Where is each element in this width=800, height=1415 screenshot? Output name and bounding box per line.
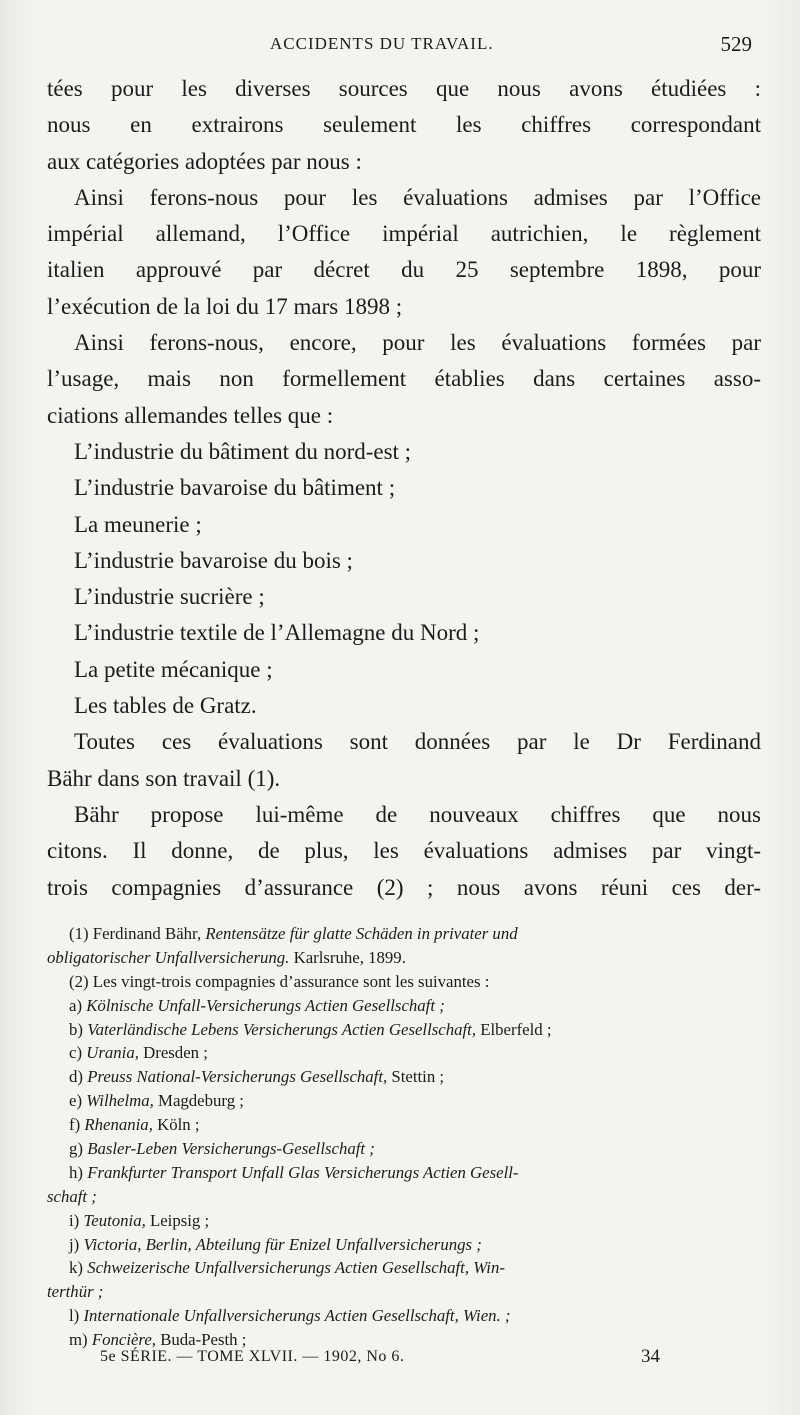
company-name: Teutonia,: [83, 1210, 146, 1230]
footnote-1-title-cont: obligatorischer Unfallversicherung.: [47, 947, 290, 967]
company-item: [47, 994, 761, 1018]
footnote-1-title: Rentensätze für glatte Schäden in privater und: [205, 924, 518, 943]
company-label: h): [69, 1162, 88, 1182]
company-name: Urania,: [86, 1043, 139, 1063]
company-label: d): [69, 1067, 88, 1087]
footnote-2-intro: (2) Les vingt-trois compagnies d’assurance sont les suivantes :: [69, 971, 490, 991]
list-item: La petite mécanique ;: [74, 656, 273, 682]
company-label: i): [69, 1210, 84, 1230]
list-item: L’industrie bavaroise du bois ;: [74, 547, 353, 573]
list-item: L’industrie textile de l’Allemagne du Nord ;: [74, 620, 480, 646]
company-label: b): [69, 1019, 88, 1039]
company-item: [47, 1161, 761, 1185]
body-line: trois compagnies d’assurance (2) ; nous avons réuni ces der-: [47, 874, 761, 900]
company-name: Schweizerische Unfallversicherungs Actien Gesellschaft, Win-: [87, 1258, 505, 1278]
body-line: ciations allemandes telles que :: [47, 402, 334, 428]
company-name: Wilhelma,: [86, 1091, 154, 1111]
company-name: Frankfurter Transport Unfall Glas Versicherungs Actien Gesell-: [87, 1162, 519, 1182]
company-item: [47, 1018, 761, 1042]
company-item: [47, 1089, 761, 1113]
body-line: Toutes ces évaluations sont données par le Dr Ferdinand: [74, 729, 761, 755]
company-label: f): [69, 1115, 85, 1135]
running-title: ACCIDENTS DU TRAVAIL.: [270, 34, 494, 53]
body-line: Ainsi ferons-nous pour les évaluations admises par l’Office: [74, 184, 761, 210]
company-item: [47, 1065, 761, 1089]
running-header: [48, 34, 752, 64]
series-info: 5e SÉRIE. — TOME XLVII. — 1902, No 6.: [100, 1348, 405, 1365]
footnotes: [47, 922, 761, 1352]
company-name: Victoria, Berlin, Abteilung für Enizel Unfallversicherungs ;: [83, 1234, 482, 1254]
company-name: Internationale Unfallversicherungs Actien Gesellschaft, Wien. ;: [83, 1306, 511, 1326]
page-footer: [100, 1348, 660, 1378]
body-line: aux catégories adoptées par nous :: [47, 148, 362, 174]
company-name: Foncière,: [91, 1330, 156, 1350]
body-line: l’exécution de la loi du 17 mars 1898 ;: [47, 293, 403, 319]
company-item: [47, 1113, 761, 1137]
list-item: L’industrie sucrière ;: [74, 584, 265, 610]
company-city: Elberfeld ;: [476, 1019, 552, 1039]
body-line: citons. Il donne, de plus, les évaluations admises par vingt-: [47, 838, 761, 864]
company-city: Dresden ;: [138, 1043, 208, 1063]
company-name: Rhenania,: [84, 1115, 153, 1135]
company-item-continued: [47, 1185, 761, 1209]
list-item: L’industrie bavaroise du bâtiment ;: [74, 475, 396, 501]
body-line: impérial allemand, l’Office impérial autrichien, le règlement: [47, 221, 761, 247]
company-item: [47, 1233, 761, 1257]
body-line: nous en extrairons seulement les chiffres correspondant: [47, 112, 761, 138]
company-name: Kölnische Unfall-Versicherungs Actien Gesellschaft ;: [86, 995, 445, 1015]
company-item: [47, 1209, 761, 1233]
company-city: Leipsig ;: [145, 1210, 210, 1230]
company-item: [47, 1256, 761, 1280]
footnote-1-prefix: (1) Ferdinand Bähr,: [69, 924, 206, 943]
company-item: [47, 1137, 761, 1161]
body-line: Bähr propose lui-même de nouveaux chiffres que nous: [74, 801, 761, 827]
company-label: j): [69, 1234, 84, 1254]
company-item-continued: [47, 1280, 761, 1304]
company-city: Buda-Pesth ;: [156, 1330, 247, 1350]
company-item: [47, 1041, 761, 1065]
list-item: L’industrie du bâtiment du nord-est ;: [74, 438, 412, 464]
signature-mark: 34: [641, 1346, 660, 1367]
company-name: Preuss National-Versicherungs Gesellschaft,: [87, 1067, 388, 1087]
company-city: Stettin ;: [387, 1067, 445, 1087]
company-label: g): [69, 1139, 88, 1159]
body-line: Bähr dans son travail (1).: [47, 765, 281, 791]
body-line: Ainsi ferons-nous, encore, pour les évaluations formées par: [74, 330, 761, 356]
company-name: Basler-Leben Versicherungs-Gesellschaft ;: [87, 1139, 375, 1159]
company-item: [47, 1304, 761, 1328]
body-text: [47, 71, 761, 906]
footnote-1: [47, 922, 761, 946]
company-label: c): [69, 1043, 87, 1063]
company-label: m): [69, 1330, 92, 1350]
company-label: l): [69, 1306, 84, 1326]
company-city: Magdeburg ;: [153, 1091, 244, 1111]
page-number: 529: [720, 32, 752, 56]
footnote-1-suffix: Karlsruhe, 1899.: [289, 947, 406, 967]
company-label: a): [69, 995, 87, 1015]
body-line: l’usage, mais non formellement établies dans certaines asso-: [47, 366, 761, 392]
company-label: e): [69, 1091, 87, 1111]
company-city: Köln ;: [152, 1115, 200, 1135]
company-name: Vaterländische Lebens Versicherungs Actien Gesellschaft,: [87, 1019, 477, 1039]
company-label: k): [69, 1258, 88, 1278]
list-item: La meunerie ;: [74, 511, 202, 537]
company-name-cont: schaft ;: [47, 1186, 97, 1206]
body-line: tées pour les diverses sources que nous avons étudiées :: [47, 76, 761, 101]
list-item: Les tables de Gratz.: [74, 693, 257, 719]
company-name-cont: terthür ;: [47, 1282, 104, 1302]
footnote-1-continued: [47, 946, 761, 970]
body-line: italien approuvé par décret du 25 septembre 1898, pour: [47, 257, 761, 283]
